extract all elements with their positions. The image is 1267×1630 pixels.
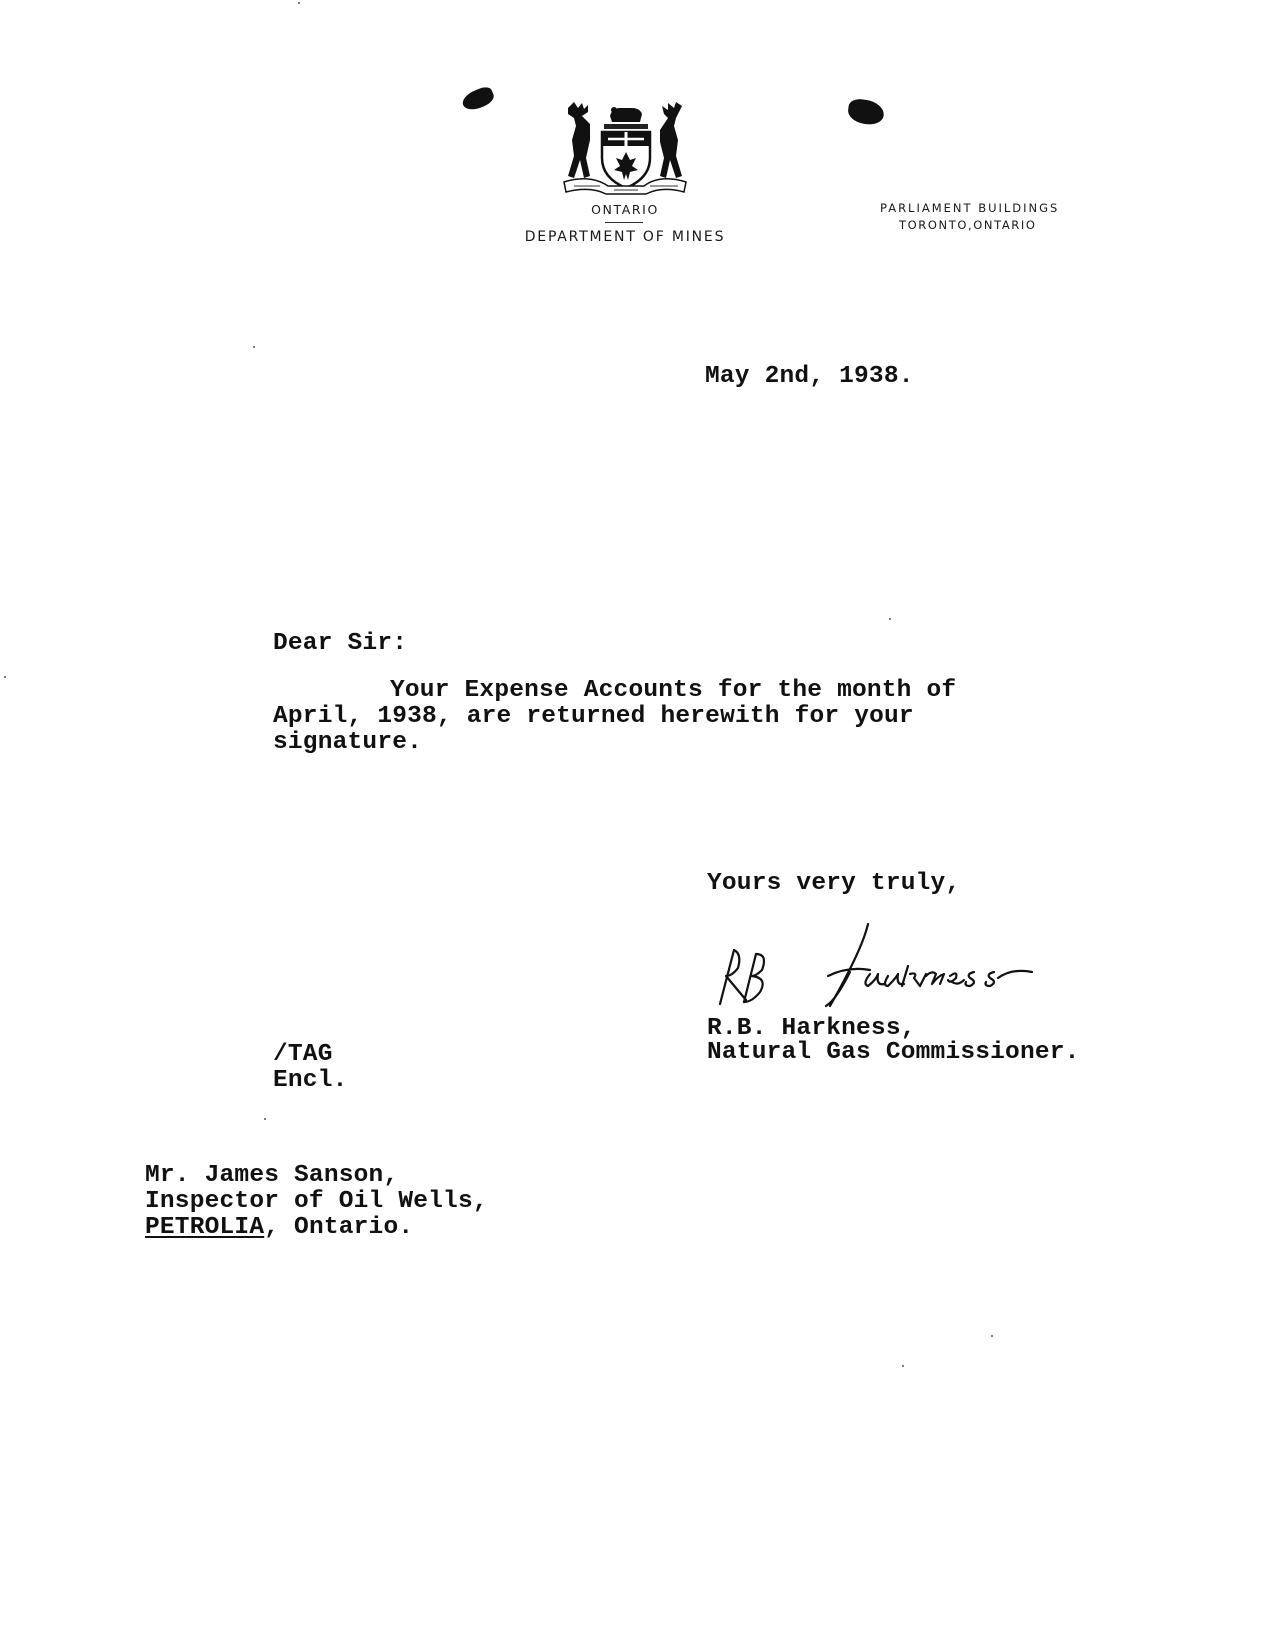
ink-blot-right (847, 98, 886, 127)
ink-blot-left (460, 85, 496, 114)
letterhead-rule (605, 222, 643, 223)
letterhead-address-line2: TORONTO,ONTARIO (899, 218, 1037, 232)
body-line-3: signature. (273, 729, 423, 756)
addressee-position: Inspector of Oil Wells, (145, 1188, 488, 1215)
scan-speck (902, 1365, 904, 1367)
addressee-city: PETROLIA (145, 1214, 265, 1241)
signatory-name: R.B. Harkness, (707, 1015, 916, 1042)
handwritten-signature (712, 920, 1062, 1012)
body-line-2: April, 1938, are returned herewith for your (273, 703, 914, 730)
scan-speck (253, 346, 255, 348)
letterhead-province: ONTARIO (591, 202, 659, 217)
ontario-coat-of-arms-icon (560, 100, 690, 198)
scan-speck (264, 1118, 266, 1120)
addressee-name: Mr. James Sanson, (145, 1162, 399, 1189)
complimentary-close: Yours very truly, (707, 870, 961, 897)
enclosure-note: Encl. (273, 1067, 348, 1094)
scan-speck (889, 618, 891, 620)
signatory-title: Natural Gas Commissioner. (707, 1039, 1080, 1066)
scan-speck (4, 676, 6, 678)
addressee-city-line (145, 1215, 413, 1241)
scan-speck (991, 1335, 993, 1337)
typist-initials: /TAG (273, 1041, 333, 1068)
salutation: Dear Sir: (273, 630, 408, 657)
letterhead-address-line1: PARLIAMENT BUILDINGS (880, 201, 1060, 215)
letterhead-department: DEPARTMENT OF MINES (524, 229, 726, 245)
body-line-1: Your Expense Accounts for the month of (390, 677, 957, 704)
addressee-province: , Ontario. (264, 1214, 414, 1241)
letter-date: May 2nd, 1938. (705, 363, 914, 390)
scan-speck (298, 2, 300, 4)
